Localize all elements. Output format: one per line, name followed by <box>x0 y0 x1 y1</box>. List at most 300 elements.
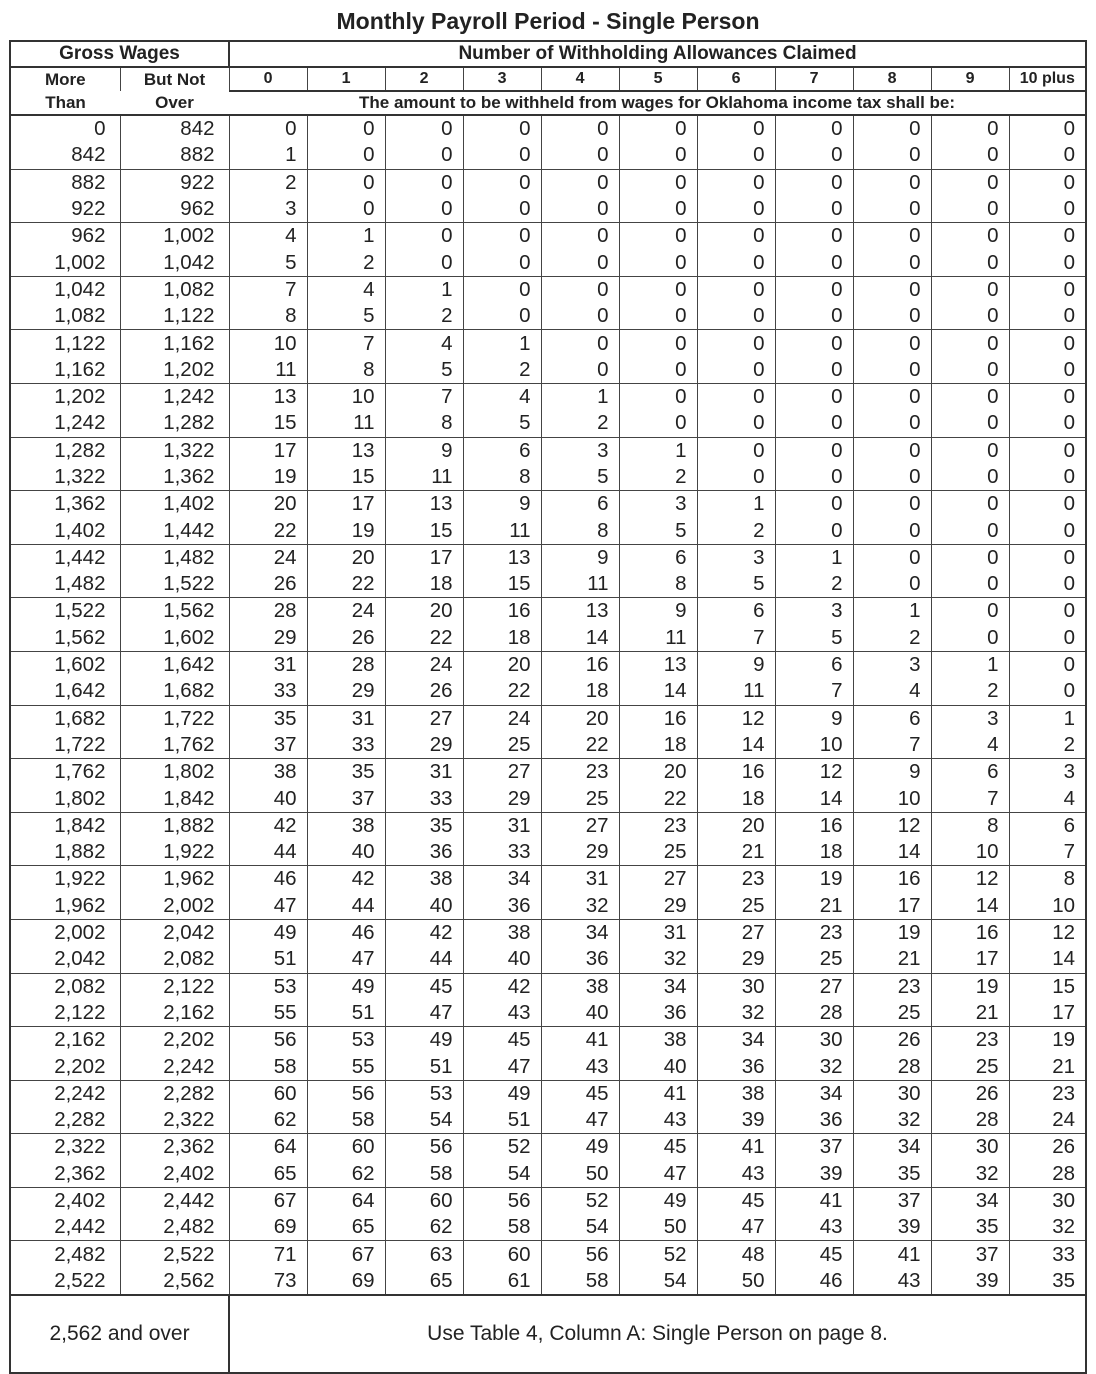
wage-but-not-over-cell: 1,522 <box>120 571 229 598</box>
table-row <box>10 839 1086 866</box>
table-row <box>10 383 1086 410</box>
withholding-amount-cell: 2 <box>931 678 1009 705</box>
withholding-amount-cell: 44 <box>229 839 307 866</box>
withholding-amount-cell: 29 <box>229 625 307 652</box>
withholding-amount-cell: 0 <box>385 249 463 276</box>
withholding-amount-cell: 14 <box>1009 946 1086 973</box>
withholding-table <box>9 40 1087 1374</box>
wage-more-than-cell: 1,802 <box>10 785 120 812</box>
withholding-amount-cell: 13 <box>307 437 385 464</box>
wage-but-not-over-cell: 2,242 <box>120 1053 229 1080</box>
withholding-amount-cell: 0 <box>853 115 931 142</box>
withholding-amount-cell: 49 <box>541 1134 619 1161</box>
withholding-amount-cell: 36 <box>775 1107 853 1134</box>
wage-but-not-over-cell: 882 <box>120 142 229 169</box>
withholding-amount-cell: 64 <box>307 1187 385 1214</box>
withholding-amount-cell: 49 <box>307 973 385 1000</box>
withholding-amount-cell: 58 <box>385 1161 463 1188</box>
withholding-amount-cell: 0 <box>385 169 463 196</box>
amount-note: The amount to be withheld from wages for Oklahoma income tax shall be: <box>229 91 1086 115</box>
wage-more-than-cell: 1,682 <box>10 705 120 732</box>
withholding-amount-cell: 0 <box>931 464 1009 491</box>
withholding-amount-cell: 0 <box>853 517 931 544</box>
withholding-amount-cell: 13 <box>229 383 307 410</box>
withholding-amount-cell: 0 <box>775 223 853 250</box>
wage-more-than-cell: 1,362 <box>10 491 120 518</box>
table-row <box>10 1241 1086 1268</box>
withholding-amount-cell: 14 <box>697 732 775 759</box>
wage-but-not-over-cell: 2,522 <box>120 1241 229 1268</box>
wage-more-than-cell: 2,002 <box>10 919 120 946</box>
wage-more-than-cell: 1,322 <box>10 464 120 491</box>
withholding-amount-cell: 37 <box>307 785 385 812</box>
withholding-amount-cell: 14 <box>775 785 853 812</box>
withholding-amount-cell: 4 <box>229 223 307 250</box>
withholding-amount-cell: 6 <box>619 544 697 571</box>
withholding-amount-cell: 23 <box>931 1027 1009 1054</box>
withholding-amount-cell: 15 <box>463 571 541 598</box>
table-row <box>10 893 1086 920</box>
withholding-amount-cell: 22 <box>619 785 697 812</box>
withholding-amount-cell: 10 <box>775 732 853 759</box>
withholding-amount-cell: 0 <box>775 303 853 330</box>
withholding-amount-cell: 30 <box>1009 1187 1086 1214</box>
withholding-amount-cell: 16 <box>697 759 775 786</box>
withholding-amount-cell: 47 <box>541 1107 619 1134</box>
withholding-amount-cell: 8 <box>931 812 1009 839</box>
withholding-amount-cell: 1 <box>541 383 619 410</box>
withholding-amount-cell: 0 <box>775 276 853 303</box>
withholding-amount-cell: 0 <box>931 115 1009 142</box>
withholding-amount-cell: 0 <box>541 196 619 223</box>
withholding-amount-cell: 27 <box>385 705 463 732</box>
withholding-amount-cell: 18 <box>775 839 853 866</box>
table-footer-row <box>10 1295 1086 1373</box>
withholding-amount-cell: 19 <box>1009 1027 1086 1054</box>
withholding-amount-cell: 26 <box>853 1027 931 1054</box>
table-row <box>10 464 1086 491</box>
withholding-amount-cell: 32 <box>619 946 697 973</box>
wage-more-than-cell: 1,882 <box>10 839 120 866</box>
withholding-amount-cell: 2 <box>619 464 697 491</box>
withholding-amount-cell: 6 <box>541 491 619 518</box>
wage-but-not-over-cell: 1,162 <box>120 330 229 357</box>
withholding-amount-cell: 15 <box>307 464 385 491</box>
withholding-amount-cell: 0 <box>1009 196 1086 223</box>
gross-wages-header: Gross Wages <box>10 41 229 67</box>
withholding-amount-cell: 0 <box>775 491 853 518</box>
withholding-amount-cell: 25 <box>697 893 775 920</box>
table-row <box>10 544 1086 571</box>
wage-but-not-over-cell: 2,442 <box>120 1187 229 1214</box>
withholding-amount-cell: 39 <box>697 1107 775 1134</box>
table-row <box>10 759 1086 786</box>
wage-more-than-cell: 2,162 <box>10 1027 120 1054</box>
withholding-amount-cell: 24 <box>229 544 307 571</box>
wage-but-not-over-cell: 1,642 <box>120 651 229 678</box>
withholding-amount-cell: 0 <box>1009 517 1086 544</box>
withholding-amount-cell: 0 <box>931 544 1009 571</box>
wage-but-not-over-cell: 2,042 <box>120 919 229 946</box>
withholding-amount-cell: 10 <box>1009 893 1086 920</box>
withholding-amount-cell: 0 <box>775 249 853 276</box>
allowance-column-header: 9 <box>931 67 1009 91</box>
withholding-amount-cell: 17 <box>385 544 463 571</box>
table-row <box>10 330 1086 357</box>
withholding-amount-cell: 0 <box>307 169 385 196</box>
withholding-amount-cell: 0 <box>1009 410 1086 437</box>
wage-more-than-cell: 922 <box>10 196 120 223</box>
withholding-amount-cell: 36 <box>619 1000 697 1027</box>
withholding-amount-cell: 16 <box>853 866 931 893</box>
withholding-amount-cell: 11 <box>697 678 775 705</box>
footer-wage-range: 2,562 and over <box>10 1295 229 1373</box>
withholding-amount-cell: 21 <box>931 1000 1009 1027</box>
withholding-amount-cell: 0 <box>619 410 697 437</box>
withholding-amount-cell: 60 <box>385 1187 463 1214</box>
wage-but-not-over-cell: 2,122 <box>120 973 229 1000</box>
withholding-amount-cell: 16 <box>931 919 1009 946</box>
withholding-amount-cell: 31 <box>307 705 385 732</box>
allowance-column-header: 2 <box>385 67 463 91</box>
withholding-amount-cell: 19 <box>307 517 385 544</box>
withholding-amount-cell: 14 <box>931 893 1009 920</box>
withholding-amount-cell: 36 <box>541 946 619 973</box>
table-row <box>10 410 1086 437</box>
withholding-amount-cell: 11 <box>463 517 541 544</box>
wage-but-not-over-cell: 1,122 <box>120 303 229 330</box>
withholding-amount-cell: 31 <box>463 812 541 839</box>
withholding-amount-cell: 4 <box>1009 785 1086 812</box>
withholding-amount-cell: 10 <box>229 330 307 357</box>
table-row <box>10 1214 1086 1241</box>
wage-more-than-cell: 1,562 <box>10 625 120 652</box>
withholding-amount-cell: 12 <box>775 759 853 786</box>
withholding-amount-cell: 20 <box>307 544 385 571</box>
withholding-amount-cell: 0 <box>697 383 775 410</box>
wage-more-than-cell: 1,122 <box>10 330 120 357</box>
withholding-amount-cell: 25 <box>463 732 541 759</box>
withholding-amount-cell: 0 <box>853 383 931 410</box>
withholding-amount-cell: 7 <box>385 383 463 410</box>
table-row <box>10 866 1086 893</box>
withholding-amount-cell: 0 <box>619 249 697 276</box>
wage-but-not-over-cell: 2,482 <box>120 1214 229 1241</box>
withholding-amount-cell: 17 <box>229 437 307 464</box>
withholding-amount-cell: 14 <box>541 625 619 652</box>
withholding-amount-cell: 3 <box>697 544 775 571</box>
wage-more-than-cell: 1,202 <box>10 383 120 410</box>
withholding-amount-cell: 0 <box>541 142 619 169</box>
withholding-amount-cell: 55 <box>229 1000 307 1027</box>
withholding-amount-cell: 0 <box>1009 357 1086 384</box>
withholding-amount-cell: 6 <box>1009 812 1086 839</box>
withholding-amount-cell: 0 <box>619 330 697 357</box>
withholding-amount-cell: 7 <box>229 276 307 303</box>
withholding-amount-cell: 38 <box>385 866 463 893</box>
withholding-amount-cell: 3 <box>229 196 307 223</box>
withholding-amount-cell: 0 <box>775 357 853 384</box>
withholding-amount-cell: 0 <box>931 437 1009 464</box>
withholding-amount-cell: 12 <box>853 812 931 839</box>
withholding-amount-cell: 17 <box>1009 1000 1086 1027</box>
withholding-amount-cell: 27 <box>541 812 619 839</box>
withholding-amount-cell: 60 <box>463 1241 541 1268</box>
withholding-amount-cell: 17 <box>307 491 385 518</box>
withholding-amount-cell: 0 <box>853 196 931 223</box>
withholding-amount-cell: 11 <box>229 357 307 384</box>
withholding-amount-cell: 36 <box>697 1053 775 1080</box>
withholding-amount-cell: 0 <box>697 169 775 196</box>
withholding-amount-cell: 64 <box>229 1134 307 1161</box>
withholding-amount-cell: 1 <box>307 223 385 250</box>
withholding-amount-cell: 0 <box>697 196 775 223</box>
withholding-amount-cell: 19 <box>229 464 307 491</box>
withholding-amount-cell: 0 <box>853 223 931 250</box>
withholding-amount-cell: 0 <box>1009 544 1086 571</box>
withholding-amount-cell: 0 <box>697 303 775 330</box>
allowance-column-header: 7 <box>775 67 853 91</box>
withholding-amount-cell: 8 <box>385 410 463 437</box>
table-row <box>10 1187 1086 1214</box>
page-title: Monthly Payroll Period - Single Person <box>336 8 760 34</box>
withholding-amount-cell: 31 <box>541 866 619 893</box>
withholding-amount-cell: 0 <box>385 142 463 169</box>
wage-but-not-over-cell: 922 <box>120 169 229 196</box>
withholding-amount-cell: 0 <box>1009 142 1086 169</box>
withholding-amount-cell: 52 <box>541 1187 619 1214</box>
withholding-amount-cell: 40 <box>385 893 463 920</box>
withholding-amount-cell: 71 <box>229 1241 307 1268</box>
withholding-amount-cell: 16 <box>463 598 541 625</box>
withholding-amount-cell: 3 <box>541 437 619 464</box>
withholding-amount-cell: 21 <box>853 946 931 973</box>
withholding-amount-cell: 13 <box>463 544 541 571</box>
withholding-amount-cell: 19 <box>853 919 931 946</box>
withholding-amount-cell: 51 <box>385 1053 463 1080</box>
withholding-amount-cell: 40 <box>229 785 307 812</box>
wage-more-than-cell: 1,242 <box>10 410 120 437</box>
withholding-amount-cell: 41 <box>853 1241 931 1268</box>
wage-more-than-cell: 2,042 <box>10 946 120 973</box>
withholding-amount-cell: 56 <box>307 1080 385 1107</box>
wage-but-not-over-cell: 1,202 <box>120 357 229 384</box>
withholding-amount-cell: 0 <box>1009 437 1086 464</box>
withholding-amount-cell: 33 <box>385 785 463 812</box>
withholding-amount-cell: 0 <box>853 491 931 518</box>
more-than-header: More <box>10 67 120 91</box>
withholding-amount-cell: 41 <box>619 1080 697 1107</box>
withholding-amount-cell: 0 <box>307 196 385 223</box>
withholding-amount-cell: 0 <box>853 571 931 598</box>
withholding-amount-cell: 37 <box>229 732 307 759</box>
withholding-amount-cell: 0 <box>385 196 463 223</box>
withholding-amount-cell: 0 <box>931 142 1009 169</box>
withholding-amount-cell: 0 <box>931 276 1009 303</box>
withholding-amount-cell: 0 <box>853 303 931 330</box>
withholding-amount-cell: 0 <box>1009 330 1086 357</box>
withholding-amount-cell: 40 <box>307 839 385 866</box>
withholding-amount-cell: 0 <box>775 169 853 196</box>
wage-but-not-over-cell: 1,482 <box>120 544 229 571</box>
withholding-amount-cell: 28 <box>931 1107 1009 1134</box>
withholding-amount-cell: 4 <box>853 678 931 705</box>
withholding-amount-cell: 2 <box>775 571 853 598</box>
withholding-amount-cell: 0 <box>1009 169 1086 196</box>
wage-but-not-over-cell: 1,802 <box>120 759 229 786</box>
wage-more-than-cell: 2,082 <box>10 973 120 1000</box>
withholding-amount-cell: 62 <box>385 1214 463 1241</box>
wage-more-than-cell: 1,922 <box>10 866 120 893</box>
withholding-amount-cell: 41 <box>697 1134 775 1161</box>
withholding-amount-cell: 26 <box>385 678 463 705</box>
withholding-amount-cell: 39 <box>931 1268 1009 1295</box>
withholding-amount-cell: 0 <box>1009 276 1086 303</box>
wage-but-not-over-cell: 1,602 <box>120 625 229 652</box>
withholding-amount-cell: 0 <box>1009 115 1086 142</box>
withholding-amount-cell: 35 <box>229 705 307 732</box>
withholding-amount-cell: 5 <box>619 517 697 544</box>
withholding-amount-cell: 2 <box>463 357 541 384</box>
withholding-amount-cell: 0 <box>697 115 775 142</box>
withholding-amount-cell: 65 <box>307 1214 385 1241</box>
withholding-amount-cell: 0 <box>307 142 385 169</box>
withholding-amount-cell: 43 <box>697 1161 775 1188</box>
withholding-amount-cell: 0 <box>931 303 1009 330</box>
table-header <box>10 41 1086 115</box>
withholding-amount-cell: 34 <box>541 919 619 946</box>
withholding-amount-cell: 65 <box>229 1161 307 1188</box>
withholding-amount-cell: 5 <box>229 249 307 276</box>
withholding-amount-cell: 53 <box>385 1080 463 1107</box>
withholding-amount-cell: 27 <box>697 919 775 946</box>
withholding-amount-cell: 18 <box>463 625 541 652</box>
withholding-amount-cell: 18 <box>385 571 463 598</box>
withholding-amount-cell: 38 <box>463 919 541 946</box>
withholding-amount-cell: 0 <box>853 142 931 169</box>
wage-but-not-over-cell: 1,002 <box>120 223 229 250</box>
withholding-amount-cell: 0 <box>619 223 697 250</box>
withholding-amount-cell: 26 <box>1009 1134 1086 1161</box>
withholding-amount-cell: 31 <box>229 651 307 678</box>
wage-more-than-cell: 1,762 <box>10 759 120 786</box>
wage-but-not-over-cell: 1,842 <box>120 785 229 812</box>
table-row <box>10 196 1086 223</box>
withholding-amount-cell: 6 <box>463 437 541 464</box>
withholding-amount-cell: 60 <box>307 1134 385 1161</box>
withholding-amount-cell: 51 <box>463 1107 541 1134</box>
wage-but-not-over-cell: 2,322 <box>120 1107 229 1134</box>
withholding-amount-cell: 28 <box>229 598 307 625</box>
withholding-amount-cell: 52 <box>619 1241 697 1268</box>
withholding-amount-cell: 52 <box>463 1134 541 1161</box>
withholding-amount-cell: 12 <box>697 705 775 732</box>
withholding-amount-cell: 15 <box>385 517 463 544</box>
withholding-amount-cell: 47 <box>307 946 385 973</box>
wage-more-than-cell: 2,522 <box>10 1268 120 1295</box>
withholding-amount-cell: 6 <box>697 598 775 625</box>
table-row <box>10 169 1086 196</box>
withholding-amount-cell: 9 <box>853 759 931 786</box>
withholding-amount-cell: 29 <box>307 678 385 705</box>
wage-more-than-cell: 1,282 <box>10 437 120 464</box>
withholding-amount-cell: 30 <box>853 1080 931 1107</box>
allowance-column-header: 10 plus <box>1009 67 1086 91</box>
withholding-amount-cell: 0 <box>931 517 1009 544</box>
withholding-amount-cell: 3 <box>1009 759 1086 786</box>
wage-more-than-cell: 1,162 <box>10 357 120 384</box>
withholding-amount-cell: 36 <box>385 839 463 866</box>
withholding-amount-cell: 0 <box>775 115 853 142</box>
withholding-amount-cell: 0 <box>619 357 697 384</box>
withholding-amount-cell: 26 <box>307 625 385 652</box>
wage-more-than-cell: 1,482 <box>10 571 120 598</box>
withholding-amount-cell: 5 <box>697 571 775 598</box>
withholding-amount-cell: 30 <box>697 973 775 1000</box>
withholding-amount-cell: 0 <box>1009 464 1086 491</box>
table-row <box>10 705 1086 732</box>
withholding-amount-cell: 53 <box>229 973 307 1000</box>
withholding-amount-cell: 22 <box>385 625 463 652</box>
withholding-amount-cell: 47 <box>229 893 307 920</box>
allowance-column-header: 6 <box>697 67 775 91</box>
withholding-amount-cell: 1 <box>1009 705 1086 732</box>
withholding-amount-cell: 28 <box>307 651 385 678</box>
withholding-amount-cell: 46 <box>775 1268 853 1295</box>
withholding-amount-cell: 34 <box>463 866 541 893</box>
withholding-amount-cell: 27 <box>775 973 853 1000</box>
withholding-amount-cell: 34 <box>853 1134 931 1161</box>
wage-more-than-cell: 842 <box>10 142 120 169</box>
withholding-amount-cell: 48 <box>697 1241 775 1268</box>
withholding-amount-cell: 62 <box>307 1161 385 1188</box>
withholding-amount-cell: 0 <box>463 303 541 330</box>
withholding-amount-cell: 36 <box>463 893 541 920</box>
withholding-amount-cell: 0 <box>853 330 931 357</box>
withholding-amount-cell: 18 <box>697 785 775 812</box>
withholding-amount-cell: 4 <box>385 330 463 357</box>
withholding-amount-cell: 0 <box>1009 303 1086 330</box>
withholding-amount-cell: 32 <box>931 1161 1009 1188</box>
wage-but-not-over-cell: 1,282 <box>120 410 229 437</box>
withholding-amount-cell: 24 <box>385 651 463 678</box>
table-row <box>10 1268 1086 1295</box>
withholding-amount-cell: 25 <box>853 1000 931 1027</box>
withholding-amount-cell: 42 <box>307 866 385 893</box>
withholding-amount-cell: 12 <box>1009 919 1086 946</box>
wage-more-than-cell: 1,402 <box>10 517 120 544</box>
withholding-amount-cell: 11 <box>385 464 463 491</box>
withholding-amount-cell: 0 <box>931 249 1009 276</box>
withholding-amount-cell: 0 <box>697 249 775 276</box>
withholding-amount-cell: 56 <box>385 1134 463 1161</box>
wage-more-than-cell: 1,042 <box>10 276 120 303</box>
withholding-amount-cell: 0 <box>541 276 619 303</box>
withholding-amount-cell: 0 <box>619 303 697 330</box>
table-row <box>10 812 1086 839</box>
more-than-header-line2: Than <box>45 92 86 112</box>
withholding-amount-cell: 28 <box>1009 1161 1086 1188</box>
withholding-amount-cell: 16 <box>541 651 619 678</box>
table-row <box>10 1000 1086 1027</box>
withholding-amount-cell: 0 <box>619 196 697 223</box>
withholding-amount-cell: 20 <box>541 705 619 732</box>
table-row <box>10 785 1086 812</box>
withholding-amount-cell: 1 <box>463 330 541 357</box>
withholding-amount-cell: 0 <box>1009 625 1086 652</box>
withholding-amount-cell: 0 <box>775 437 853 464</box>
table-row <box>10 1080 1086 1107</box>
